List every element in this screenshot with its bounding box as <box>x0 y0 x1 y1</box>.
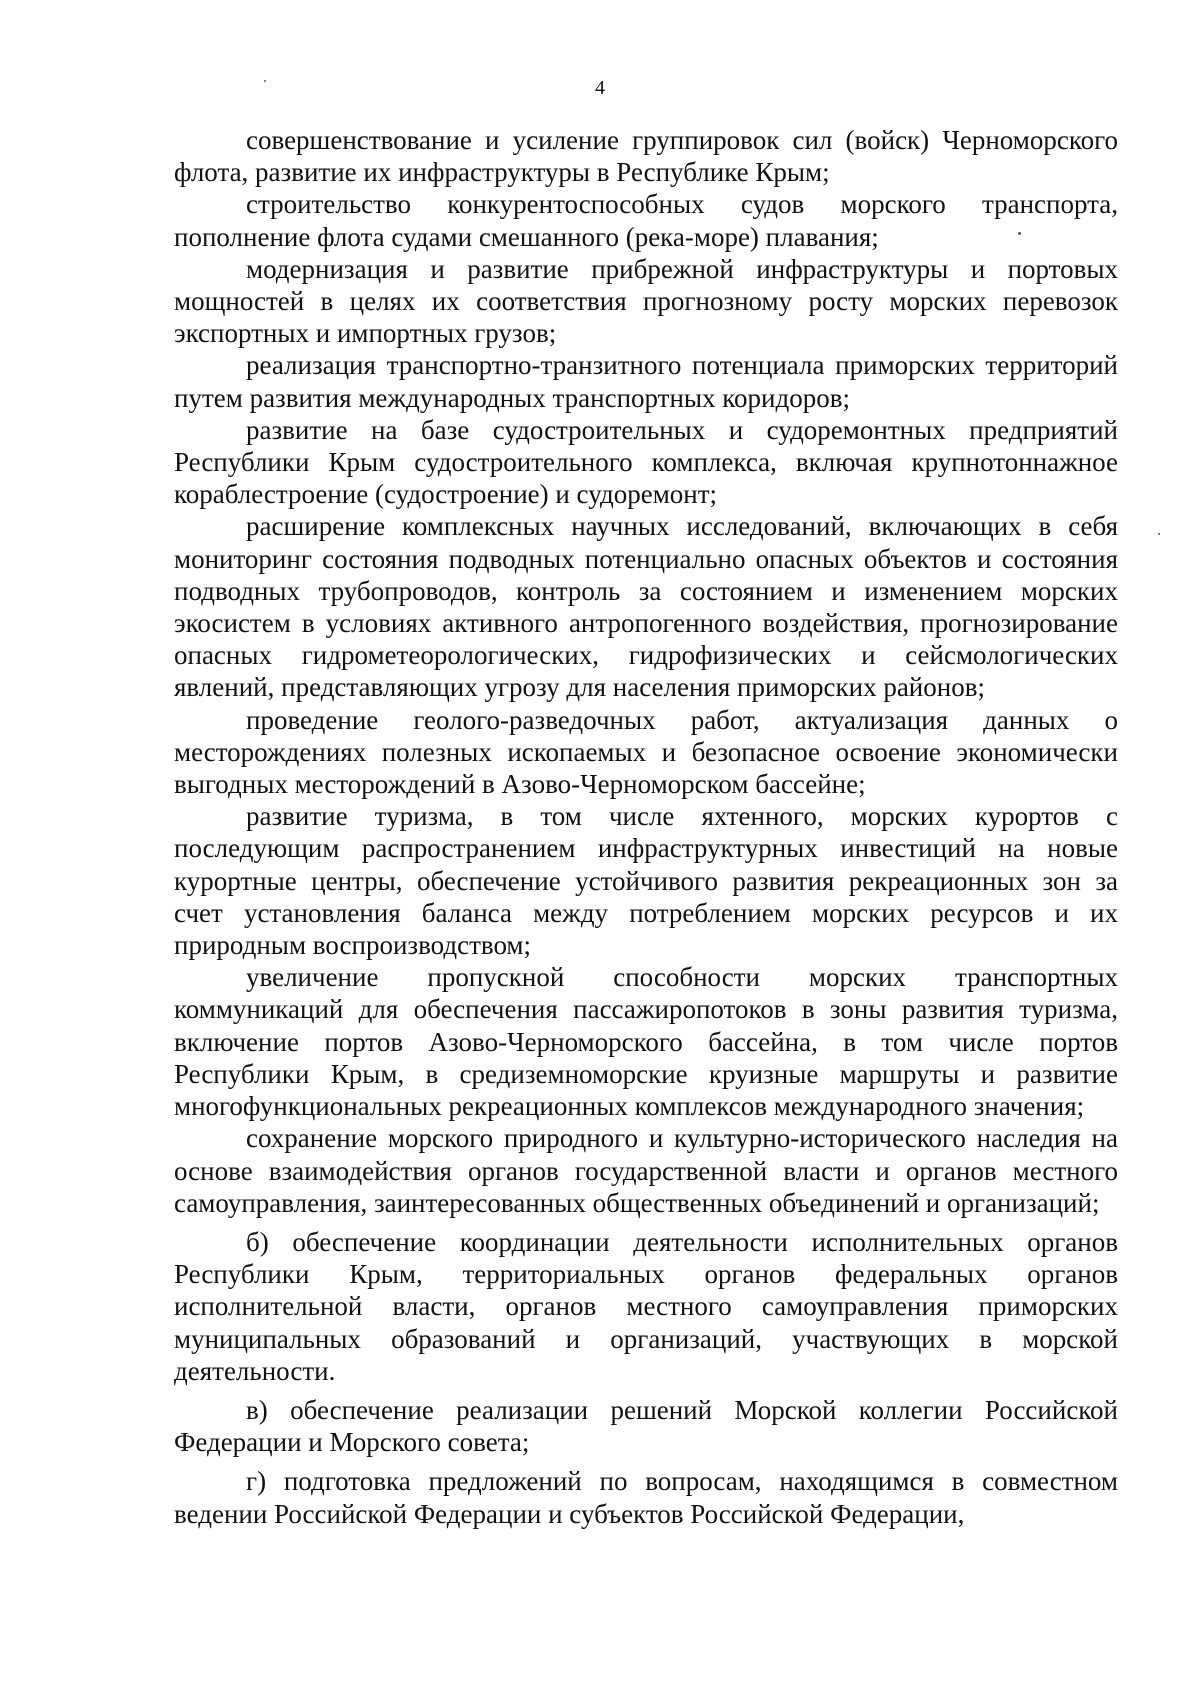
scan-speck <box>1018 232 1021 235</box>
paragraph: увеличение пропускной способности морских транспортных коммуникаций для обеспечения пассажиропотоков в зоны развития туризма, включение портов Азово-Черноморского бассейна, в том числе портов Республики Крым, в средиземноморские круизные маршруты и развитие многофункциональных рекреационных комплексов международного значения; <box>174 962 1118 1122</box>
paragraph: в) обеспечение реализации решений Морской коллегии Российской Федерации и Морского совета; <box>174 1394 1118 1458</box>
paragraph: модернизация и развитие прибрежной инфраструктуры и портовых мощностей в целях их соответствия прогнозному росту морских перевозок экспортных и импортных грузов; <box>174 253 1118 349</box>
document-body <box>174 124 1118 1530</box>
scan-speck <box>1158 533 1160 535</box>
paragraph: расширение комплексных научных исследований, включающих в себя мониторинг состояния подводных потенциально опасных объектов и состояния подводных трубопроводов, контроль за состоянием и изменением морских экосистем в условиях активного антропогенного воздействия, прогнозирование опасных гидрометеорологических, гидрофизических и сейсмологических явлений, представляющих угрозу для населения приморских районов; <box>174 511 1118 703</box>
page-number: 4 <box>595 77 605 99</box>
paragraph: б) обеспечение координации деятельности исполнительных органов Республики Крым, территориальных органов федеральных органов исполнительной власти, органов местного самоуправления приморских муниципальных образований и организаций, участвующих в морской деятельности. <box>174 1226 1118 1386</box>
paragraph: развитие туризма, в том числе яхтенного, морских курортов с последующим распространением инфраструктурных инвестиций на новые курортные центры, обеспечение устойчивого развития рекреационных зон за счет установления баланса между потреблением морских ресурсов и их природным воспроизводством; <box>174 801 1118 961</box>
paragraph: г) подготовка предложений по вопросам, находящимся в совместном ведении Российской Федерации и субъектов Российской Федерации, <box>174 1466 1118 1529</box>
paragraph: проведение геолого-разведочных работ, актуализация данных о месторождениях полезных ископаемых и безопасное освоение экономически выгодных месторождений в Азово-Черноморском бассейне; <box>174 704 1118 800</box>
paragraph: развитие на базе судостроительных и судоремонтных предприятий Республики Крым судостроительного комплекса, включая крупнотоннажное кораблестроение (судостроение) и судоремонт; <box>174 414 1118 510</box>
paragraph: сохранение морского природного и культурно-исторического наследия на основе взаимодействия органов государственной власти и органов местного самоуправления, заинтересованных общественных объединений и организаций; <box>174 1123 1118 1218</box>
paragraph: строительство конкурентоспособных судов морского транспорта, пополнение флота судами смешанного (река-море) плавания; <box>174 189 1118 252</box>
paragraph: совершенствование и усиление группировок сил (войск) Черноморского флота, развитие их инфраструктуры в Республике Крым; <box>174 125 1118 188</box>
paragraph: реализация транспортно-транзитного потенциала приморских территорий путем развития международных транспортных коридоров; <box>174 350 1118 413</box>
scan-speck <box>264 80 266 82</box>
